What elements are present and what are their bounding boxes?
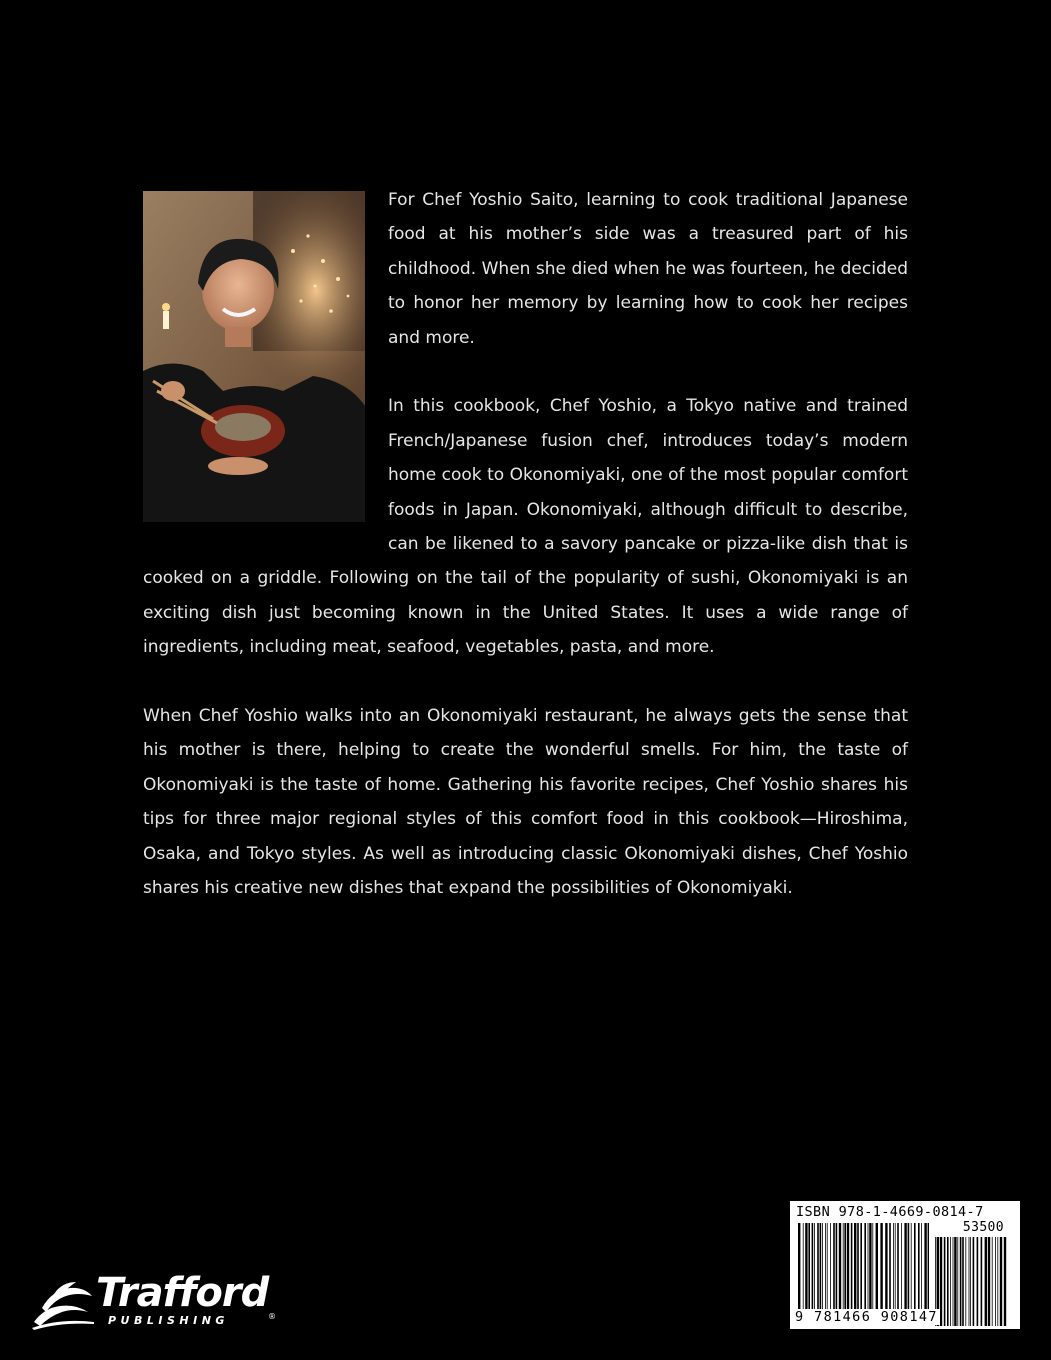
barcode-bar — [857, 1223, 859, 1317]
barcode-bar — [805, 1223, 807, 1317]
barcode-bar — [869, 1223, 871, 1317]
publisher-name: Trafford — [96, 1270, 269, 1316]
barcode-bar — [885, 1223, 887, 1317]
barcode-bar — [836, 1223, 838, 1317]
barcode-bar — [973, 1237, 975, 1326]
barcode-bar — [808, 1223, 810, 1317]
barcode-bar — [860, 1223, 862, 1317]
barcode-bar — [957, 1237, 958, 1326]
barcode-bar — [889, 1223, 891, 1317]
paragraph-1: For Chef Yoshio Saito, learning to cook traditional Japanese food at his mother’s side was a treasured part of his childhood. When she died when he was fourteen, he decided to honor her memory by learning how to cook her recipes and more. — [388, 190, 908, 348]
barcode-bar — [798, 1223, 800, 1317]
paragraph-2: In this cookbook, Chef Yoshio, a Tokyo native and trained French/Japanese fusion chef, introduces today’s modern home cook to Okonomiyaki, one of the most popular comfort foods in Japan. Okonomiyaki, although difficult to describe, can be likened to a savory pancake or pizza-like dish that is cooked on a griddle. Following on the tail of the popularity of sushi, Okonomiyaki is an exciting dish just becoming known in the United States. It uses a wide range of ingredients, including meat, seafood, vegetables, pasta, and more. — [143, 396, 908, 658]
barcode-bar — [962, 1237, 964, 1326]
barcode-bar — [843, 1223, 844, 1317]
barcode-bar — [880, 1223, 882, 1317]
barcode-bar — [833, 1223, 835, 1317]
barcode-bar — [918, 1223, 920, 1317]
registered-mark: ® — [268, 1312, 276, 1321]
barcode-bar — [847, 1223, 849, 1317]
paragraph-3: When Chef Yoshio walks into an Okonomiyaki restaurant, he always gets the sense that his mother is there, helping to create the wonderful smells. For him, the taste of Okonomiyaki is the taste of home. Gathering his favorite recipes, Chef Yoshio shares his tips for three major regional styles of this comfort food in this cookbook—Hiroshima, Osaka, and Tokyo styles. As well as introducing classic Okonomiyaki dishes, Chef Yoshio shares his creative new dishes that expand the possibilities of Okonomiyaki. — [143, 706, 908, 899]
isbn-label: ISBN 978-1-4669-0814-7 — [796, 1204, 984, 1220]
barcode-addon-bars — [935, 1237, 1007, 1326]
barcode-bar — [1004, 1237, 1006, 1326]
barcode-bar — [854, 1223, 856, 1317]
barcode-bar — [876, 1223, 878, 1317]
barcode-bar — [954, 1237, 956, 1326]
barcode-bar — [921, 1223, 922, 1317]
barcode-bar — [924, 1223, 926, 1317]
barcode-bar — [950, 1237, 951, 1326]
barcode-bar — [822, 1223, 823, 1317]
barcode-bar — [988, 1237, 990, 1326]
barcode-bar — [901, 1223, 902, 1317]
barcode-bar — [814, 1223, 815, 1317]
barcode-bar — [830, 1223, 831, 1317]
barcode-bar — [997, 1237, 998, 1326]
barcode-bar — [839, 1223, 841, 1317]
barcode-bars — [798, 1223, 929, 1317]
barcode-bar — [817, 1223, 819, 1317]
barcode-bar — [851, 1223, 853, 1317]
barcode-bar — [1000, 1237, 1002, 1326]
barcode-bar — [911, 1223, 912, 1317]
barcode-bar — [820, 1223, 822, 1317]
barcode-bar — [844, 1223, 846, 1317]
photo-spacer — [143, 183, 388, 547]
barcode-bar — [940, 1237, 942, 1326]
isbn-barcode — [790, 1201, 1020, 1329]
barcode-bar — [803, 1223, 804, 1317]
barcode-bar — [897, 1223, 899, 1317]
barcode-bar — [953, 1237, 954, 1326]
barcode-bar — [960, 1237, 962, 1326]
barcode-bar — [825, 1223, 826, 1317]
barcode-bar — [895, 1223, 896, 1317]
barcode-bar — [944, 1237, 946, 1326]
barcode-bar — [893, 1223, 894, 1317]
publisher-logo — [30, 1270, 280, 1332]
barcode-bar — [995, 1237, 996, 1326]
price-code: 53500 — [962, 1220, 1004, 1235]
barcode-bar — [812, 1223, 814, 1317]
barcode-bar — [827, 1223, 828, 1317]
ean-digits: 9 781466 908147 — [795, 1309, 938, 1325]
description-text — [143, 183, 908, 940]
barcode-bar — [977, 1237, 979, 1326]
barcode-bar — [985, 1237, 987, 1326]
barcode-bar — [864, 1223, 866, 1317]
barcode-bar — [904, 1223, 906, 1317]
barcode-bar — [872, 1223, 873, 1317]
barcode-bar — [969, 1237, 970, 1326]
barcode-bar — [970, 1237, 971, 1326]
barcode-bar — [981, 1237, 983, 1326]
barcode-bar — [992, 1237, 993, 1326]
barcode-bar — [914, 1223, 916, 1317]
publisher-subtitle: PUBLISHING — [108, 1314, 229, 1327]
barcode-bar — [908, 1223, 910, 1317]
barcode-bar — [928, 1223, 929, 1317]
barcode-bar — [947, 1237, 949, 1326]
barcode-bar — [868, 1223, 869, 1317]
wave-icon — [30, 1278, 96, 1330]
barcode-bar — [965, 1237, 966, 1326]
